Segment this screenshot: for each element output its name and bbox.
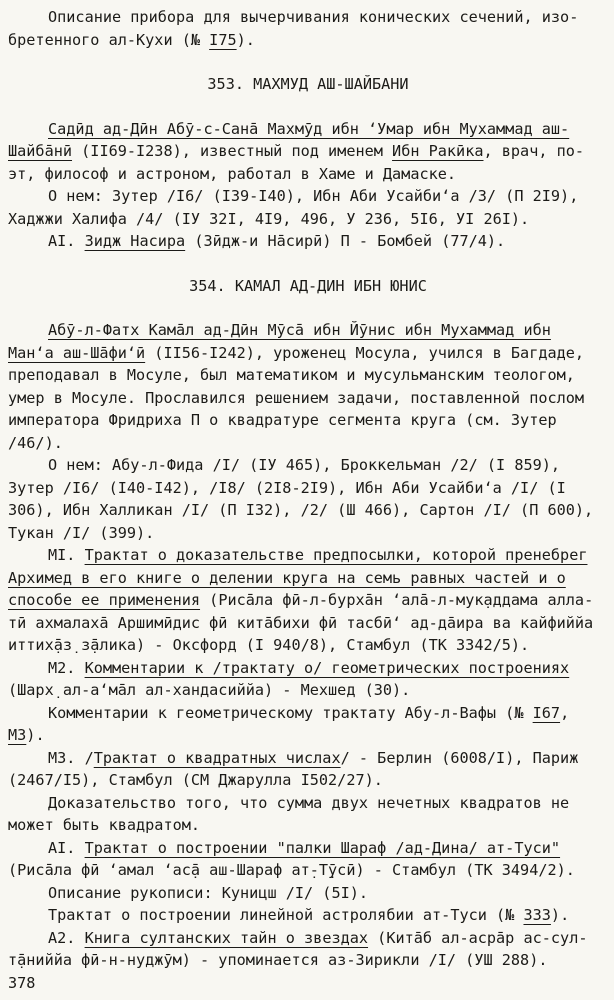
text-segment: Доказательство того, что сумма двух нечетных квадратов не (48, 793, 570, 812)
text-line (8, 792, 608, 815)
text-line (8, 387, 608, 410)
text-line (8, 342, 608, 365)
text-line (8, 657, 608, 680)
text-segment: (II56-I242), уроженец Мосула, учился в Багдаде, (145, 343, 585, 362)
underlined-text: I67 (532, 703, 561, 722)
text-segment: 306), Ибн Халликан /I/ (П I32), /2/ (Ш 466), Сартон /I/ (П 600), (8, 501, 594, 519)
underlined-text: Архимед в его книге о делении круга на семь равных частей и о (8, 568, 566, 587)
text-segment: Описание прибора для вычерчивания конических сечений, изо- (48, 8, 579, 26)
text-segment: О нем: Абу-л-Фида /I/ (IУ 465), Броккельман /2/ (I 859), (48, 456, 561, 474)
underlined-text: Ибн Ракӣка (392, 142, 484, 160)
paragraph (8, 904, 608, 927)
text-line (8, 567, 608, 590)
text-segment: иттих̣а̄з̣ з̣а̄лика) - Оксфорд (I 940/8), Стамбул (ТК 3342/5). (8, 636, 530, 654)
text-line (8, 208, 608, 231)
text-segment: ). (236, 30, 255, 49)
section-heading (8, 275, 608, 298)
text-segment: т̣а̄ниййа фӣ-н-нуджӯм) - упоминается аз-Зирикли /I/ (УШ 288). (8, 951, 548, 969)
text-line (8, 499, 608, 522)
text-segment: (II69-I238), известный под именем (72, 142, 393, 160)
text-segment: АI. (48, 232, 85, 250)
text-segment: (Шарх̣ ал-а‘ма̄л ал-хандасиййа) - Мехшед (30). (8, 681, 411, 699)
text-line (8, 29, 608, 52)
text-line (8, 904, 608, 927)
page-body (8, 6, 608, 972)
underlined-text: 333 (523, 906, 551, 924)
text-line (8, 724, 608, 747)
text-segment: императора Фридриха П о квадратуре сегмента круга (см. Зутер (8, 411, 557, 429)
underlined-text: Шайба̄нӣ (8, 142, 73, 160)
underlined-text: М3 (8, 726, 27, 744)
paragraph (8, 185, 608, 230)
text-segment: преподавал в Мосуле, был математиком и мусульманским теологом, (8, 366, 575, 384)
text-line (8, 275, 608, 298)
text-line (8, 702, 608, 725)
text-line (8, 837, 608, 860)
text-line (8, 6, 608, 29)
text-segment: А2. (48, 928, 85, 947)
text-line (8, 319, 608, 342)
paragraph (8, 118, 608, 186)
text-line (8, 118, 608, 141)
underlined-text: I75 (209, 30, 237, 49)
text-line (8, 454, 608, 477)
paragraph (8, 6, 608, 51)
paragraph (8, 882, 608, 905)
text-line (8, 432, 608, 455)
text-segment: Тукан /I/ (399). (8, 523, 155, 542)
text-segment: АI. (48, 838, 85, 857)
paragraph (8, 702, 608, 747)
text-line (8, 634, 608, 657)
text-line (8, 185, 608, 208)
text-segment: (Риса̄ла фӣ ‘амал ‘ас̣а̄ аш-Шараф ат̣-Т̣ӯсӣ) - Стамбул (ТК 3494/2). (8, 861, 575, 879)
text-segment: МI. (48, 546, 85, 564)
text-segment: может быть квадратом. (8, 816, 201, 834)
paragraph (8, 454, 608, 544)
paragraph (8, 319, 608, 454)
text-line (8, 882, 608, 905)
underlined-text: Садӣд ад-Дӣн Абӯ-с-Сана̄ Махмӯд ибн ‘Умар ибн Мухаммад аш- (48, 119, 570, 138)
text-line (8, 927, 608, 950)
text-segment: тӣ ахмалаха̄ Аршимӣдис фӣ кита̄бихи фӣ тасбӣ‘ ад-да̄ира ва кайфиййа (8, 613, 594, 632)
underlined-text: Комментарии к /трактату о/ геометрических построениях (84, 658, 570, 677)
text-segment: /46/). (8, 433, 63, 452)
text-segment: (Зӣдж-и На̄сирӣ) П - Бомбей (77/4). (185, 232, 506, 250)
text-segment: / - Берлин (6008/I), Париж (340, 748, 579, 767)
text-segment: ). (26, 726, 45, 744)
text-line (8, 73, 608, 96)
page-number: 378 (8, 973, 36, 992)
text-line (8, 589, 608, 612)
text-segment: 354. КАМАЛ АД-ДИН ИБН ЮНИС (189, 276, 427, 295)
text-line (8, 747, 608, 770)
text-line (8, 814, 608, 837)
text-line (8, 364, 608, 387)
text-line (8, 612, 608, 635)
text-segment: эт, философ и астроном, работал в Хаме и Дамаске. (8, 164, 457, 183)
underlined-text: способе ее применения (8, 591, 201, 609)
text-line (8, 949, 608, 972)
text-segment: Хаджжи Халифа /4/ (IУ 32I, 4I9, 496, У 236, 5I6, УI 26I). (8, 209, 530, 228)
text-segment: Комментарии к геометрическому трактату Абу-л-Вафы (№ (48, 703, 533, 722)
paragraph (8, 544, 608, 657)
paragraph (8, 747, 608, 792)
text-line (8, 544, 608, 567)
text-segment: Зутер /I6/ (I40-I42), /I8/ (2I8-2I9), Ибн Аби Усайби‘а /I/ (I (8, 478, 566, 497)
text-segment: О нем: Зутер /I6/ (I39-I40), Ибн Аби Усайби‘а /3/ (П 2I9), (48, 187, 579, 205)
paragraph (8, 792, 608, 837)
paragraph (8, 927, 608, 972)
text-segment: М2. (48, 658, 85, 677)
text-line (8, 230, 608, 253)
text-line (8, 679, 608, 702)
underlined-text: Книга султанских тайн о звездах (84, 928, 369, 947)
text-segment: бретенного ал-Кухи (№ (8, 30, 210, 49)
text-segment: 353. МАХМУД АШ-ШАЙБАНИ (207, 75, 409, 93)
text-segment: Трактат о построении линейной астролябии ат-Туси (№ (48, 906, 524, 924)
underlined-text: Трактат о доказательстве предпосылки, которой пренебрег (84, 546, 588, 564)
underlined-text: Зидж Насира (84, 232, 186, 250)
underlined-text: Ман‘а аш-Ша̄фи‘ӣ (8, 343, 146, 362)
text-segment: , врач, по- (483, 142, 585, 160)
text-segment: ). (550, 906, 570, 924)
section-heading (8, 73, 608, 96)
text-segment: (2467/I5), Стамбул (СМ Джарулла I502/27). (8, 771, 383, 789)
paragraph (8, 657, 608, 702)
text-segment: (Кита̄б ал-асра̄р ас-сул- (368, 928, 588, 947)
text-line (8, 477, 608, 500)
text-segment: (Риса̄ла фӣ-л-бурха̄н ‘ала̄-л-мук̣аддама алла- (200, 591, 594, 609)
text-line (8, 769, 608, 792)
text-line (8, 140, 608, 163)
text-segment: , (560, 703, 570, 722)
text-line (8, 522, 608, 545)
underlined-text: Абӯ-л-Фатх Кама̄л ад-Дӣн Мӯса̄ ибн Йӯнис ибн Мухаммад ибн (48, 321, 551, 339)
text-line (8, 163, 608, 186)
text-segment: Описание рукописи: Куницш /I/ (5I). (48, 883, 369, 902)
text-line (8, 409, 608, 432)
paragraph (8, 837, 608, 882)
underlined-text: Трактат о построении "палки Шараф /ад-Дина/ ат-Туси" (84, 838, 561, 857)
underlined-text: Трактат о квадратных числах (93, 748, 341, 767)
paragraph (8, 230, 608, 253)
text-segment: умер в Мосуле. Прославился решением задачи, поставленной послом (8, 388, 585, 407)
text-segment: М3. / (48, 748, 94, 767)
text-line (8, 859, 608, 882)
